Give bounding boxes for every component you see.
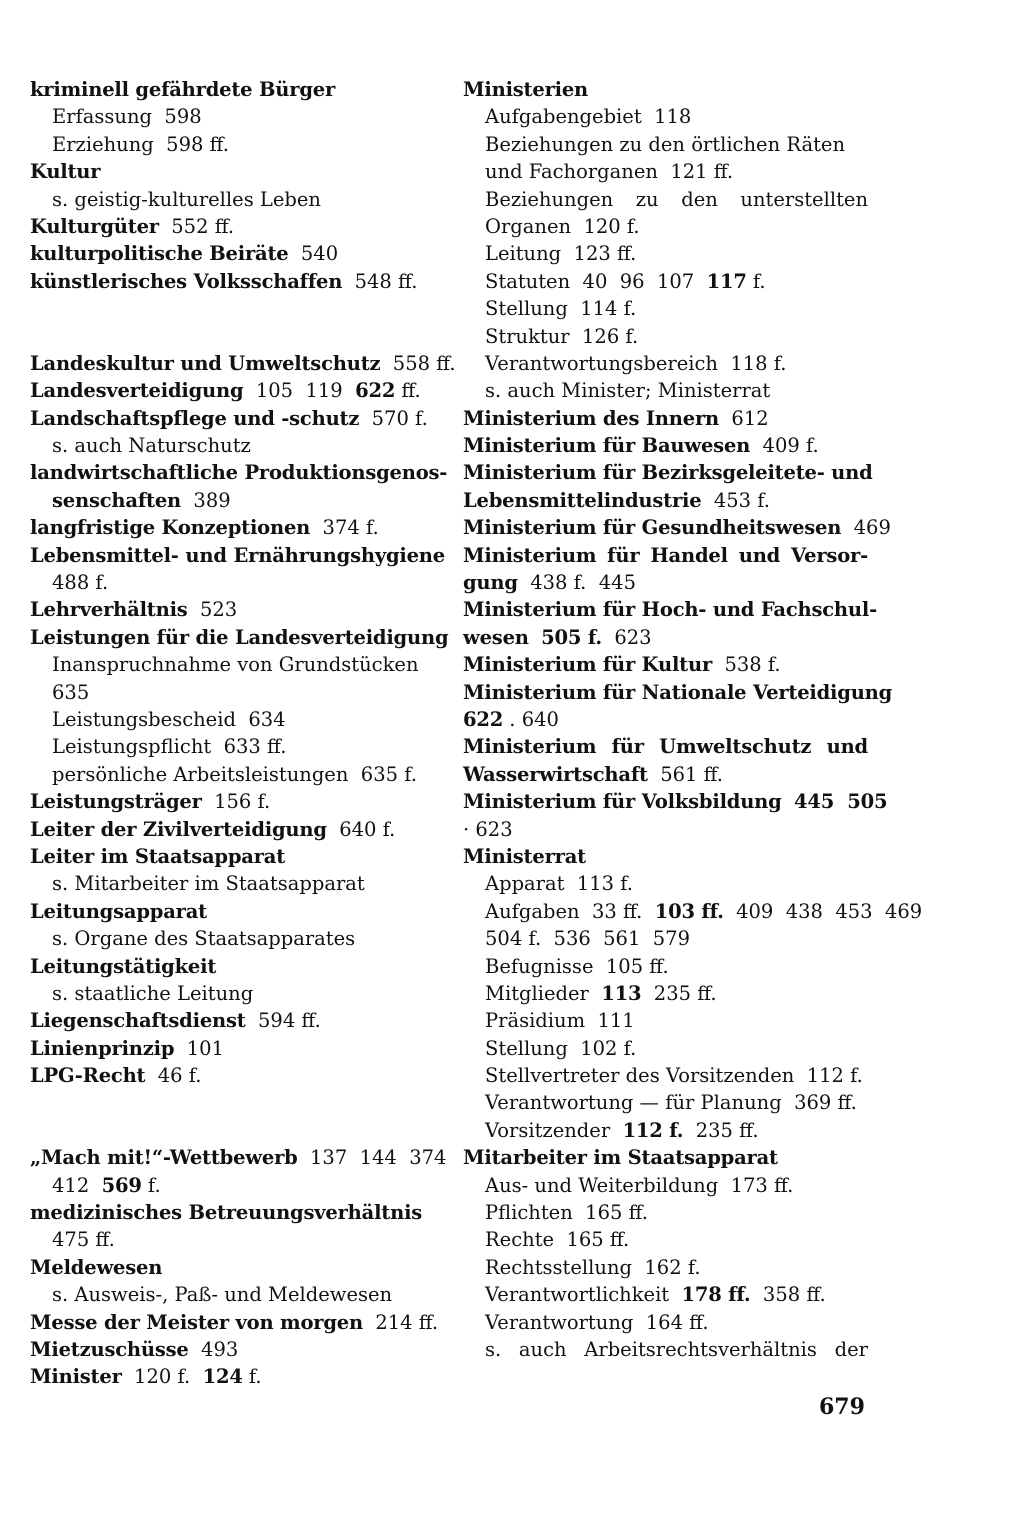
index-subentry bbox=[463, 1254, 868, 1281]
index-term: Ministerium für Nationale Verteidigung bbox=[463, 680, 893, 704]
index-pages: Verantwortungsbereich 118 f. bbox=[485, 351, 787, 375]
index-term: Ministerium für Bezirksgeleitete- und bbox=[463, 461, 873, 485]
index-entry bbox=[30, 405, 445, 432]
index-entry bbox=[463, 706, 868, 733]
index-entry bbox=[30, 1035, 445, 1062]
index-pages bbox=[782, 790, 794, 813]
section-gap bbox=[30, 1089, 445, 1116]
index-entry bbox=[30, 1062, 445, 1089]
index-pages: 540 bbox=[288, 242, 339, 266]
index-entry bbox=[463, 405, 868, 432]
index-entry bbox=[30, 76, 445, 103]
index-pages: Stellung 102 f. bbox=[485, 1036, 637, 1060]
index-pages: 552 ff. bbox=[158, 214, 235, 238]
index-pages: 561 ff. bbox=[647, 762, 723, 786]
index-subentry bbox=[463, 1172, 868, 1199]
index-pages-suffix: 623 bbox=[601, 625, 652, 649]
index-pages: Verantwortlichkeit bbox=[485, 1283, 682, 1307]
section-gap bbox=[30, 323, 445, 350]
index-subentry bbox=[463, 1117, 868, 1144]
index-pages-suffix: f. bbox=[141, 1173, 161, 1197]
index-term: Ministerien bbox=[463, 78, 589, 101]
index-entry bbox=[30, 542, 445, 569]
index-subentry bbox=[30, 103, 445, 130]
index-pages: 475 ff. bbox=[52, 1228, 115, 1252]
index-subentry bbox=[463, 1199, 868, 1226]
index-term: Wasserwirtschaft bbox=[463, 762, 648, 786]
index-subentry bbox=[30, 1226, 445, 1253]
index-subentry bbox=[30, 733, 445, 760]
index-term: Leitungsapparat bbox=[30, 899, 207, 923]
index-pages: Mitglieder bbox=[485, 981, 602, 1005]
index-subentry bbox=[463, 323, 868, 350]
index-subentry bbox=[463, 377, 868, 404]
index-main-page: 124 bbox=[202, 1365, 243, 1389]
index-pages: 493 bbox=[188, 1337, 239, 1361]
index-pages: Stellung 114 f. bbox=[485, 297, 637, 321]
index-term: Ministerium des Innern bbox=[463, 406, 719, 430]
index-entry bbox=[463, 542, 868, 569]
index-entry bbox=[463, 843, 868, 870]
index-subentry bbox=[30, 980, 445, 1007]
index-term: Lehrverhältnis bbox=[30, 598, 188, 622]
index-pages: Präsidium 111 bbox=[485, 1009, 635, 1033]
index-subentry bbox=[30, 1172, 445, 1199]
index-term: gung bbox=[463, 571, 518, 595]
index-entry bbox=[30, 1309, 445, 1336]
index-subentry bbox=[30, 432, 445, 459]
index-pages: 570 f. bbox=[359, 406, 428, 430]
index-subentry bbox=[30, 706, 445, 733]
index-pages: Struktur 126 f. bbox=[485, 324, 639, 348]
index-main-page: 445 505 bbox=[794, 790, 888, 814]
index-subentry bbox=[463, 1309, 868, 1336]
index-entry bbox=[463, 651, 868, 678]
index-term: Linienprinzip bbox=[30, 1036, 175, 1060]
index-pages: Aufgaben 33 ff. bbox=[485, 899, 655, 923]
index-subentry bbox=[30, 131, 445, 158]
index-term: Ministerium für Handel und Versor- bbox=[463, 543, 868, 567]
index-subentry bbox=[463, 1062, 868, 1089]
index-pages: 635 bbox=[52, 680, 90, 704]
index-main-page: 622 bbox=[355, 379, 396, 403]
index-pages: 438 f. 445 bbox=[517, 571, 636, 595]
index-subentry bbox=[463, 898, 923, 925]
index-term: Mitarbeiter im Staatsapparat bbox=[463, 1146, 778, 1170]
index-pages: s. auch Arbeitsrechtsverhältnis der bbox=[485, 1337, 868, 1361]
index-pages: 46 f. bbox=[145, 1064, 202, 1088]
index-entry bbox=[30, 1336, 445, 1363]
index-subentry bbox=[463, 350, 868, 377]
index-subentry bbox=[30, 870, 445, 897]
index-term: wesen bbox=[463, 625, 529, 649]
section-gap bbox=[30, 295, 445, 322]
index-pages: Leistungsbescheid 634 bbox=[52, 707, 286, 731]
index-term: Ministerium für Gesundheitswesen bbox=[463, 516, 842, 540]
index-pages: 453 f. bbox=[701, 488, 771, 512]
index-pages: Erziehung 598 ff. bbox=[52, 132, 229, 156]
index-pages: Aus- und Weiterbildung 173 ff. bbox=[485, 1173, 794, 1197]
index-subentry bbox=[30, 679, 445, 706]
index-entry bbox=[30, 268, 445, 295]
index-term: senschaften bbox=[52, 488, 182, 512]
index-term: Leiter der Zivilverteidigung bbox=[30, 817, 327, 841]
index-subentry bbox=[463, 1336, 868, 1363]
index-pages: 504 f. 536 561 579 bbox=[485, 927, 690, 951]
index-term: „Mach mit!“-Wettbewerb bbox=[30, 1146, 298, 1170]
index-subentry bbox=[463, 1089, 868, 1116]
index-subentry bbox=[463, 1007, 868, 1034]
index-pages: Vorsitzender bbox=[485, 1118, 623, 1142]
index-pages: 374 f. bbox=[310, 516, 379, 540]
index-pages: Organen 120 f. bbox=[485, 214, 640, 238]
index-subentry bbox=[463, 240, 868, 267]
index-subentry bbox=[463, 213, 868, 240]
index-subentry bbox=[463, 870, 868, 897]
index-subentry bbox=[30, 651, 445, 678]
index-subentry bbox=[30, 569, 445, 596]
index-main-page: 505 f. bbox=[541, 625, 602, 649]
index-pages-suffix: 358 ff. bbox=[750, 1283, 826, 1307]
index-pages-suffix: 235 ff. bbox=[683, 1118, 759, 1142]
index-pages: Beziehungen zu den örtlichen Räten bbox=[485, 132, 846, 156]
index-entry bbox=[463, 761, 868, 788]
index-pages: 548 ff. bbox=[342, 269, 418, 293]
index-pages: Rechte 165 ff. bbox=[485, 1228, 630, 1252]
index-pages: 538 f. bbox=[712, 653, 781, 677]
index-entry bbox=[30, 596, 445, 623]
index-pages: s. staatliche Leitung bbox=[52, 981, 254, 1005]
index-term: landwirtschaftliche Produktionsgenos- bbox=[30, 461, 448, 485]
index-pages: 488 f. bbox=[52, 571, 109, 595]
index-term: Lebensmittelindustrie bbox=[463, 488, 702, 512]
index-term: Ministerium für Kultur bbox=[463, 653, 713, 677]
index-pages: s. auch Minister; Ministerrat bbox=[485, 379, 771, 403]
index-term: Kultur bbox=[30, 160, 101, 184]
index-pages-suffix: 409 438 453 469 bbox=[723, 899, 923, 923]
index-entry bbox=[463, 679, 893, 706]
index-pages bbox=[529, 626, 541, 649]
index-subentry bbox=[30, 925, 445, 952]
index-pages: und Fachorganen 121 ff. bbox=[485, 160, 734, 184]
index-term: Landschaftspflege und -schutz bbox=[30, 406, 360, 430]
index-subentry bbox=[463, 980, 868, 1007]
index-entry bbox=[463, 596, 877, 623]
index-entry bbox=[30, 514, 445, 541]
index-entry bbox=[463, 1144, 868, 1171]
index-subentry bbox=[463, 1035, 868, 1062]
index-pages: Stellvertreter des Vorsitzenden 112 f. bbox=[485, 1064, 863, 1088]
index-pages: · 623 bbox=[463, 817, 513, 841]
index-term: Mietzuschüsse bbox=[30, 1337, 189, 1361]
index-entry bbox=[463, 733, 868, 760]
index-pages: Verantwortung 164 ff. bbox=[485, 1310, 709, 1334]
index-entry bbox=[463, 487, 868, 514]
index-pages-suffix: f. bbox=[242, 1365, 262, 1389]
index-term: 622 bbox=[463, 707, 504, 731]
index-entry bbox=[463, 76, 868, 103]
index-subentry bbox=[463, 1226, 868, 1253]
index-pages: Inanspruchnahme von Grundstücken bbox=[52, 653, 419, 677]
index-pages: Leistungspflicht 633 ff. bbox=[52, 735, 287, 759]
index-pages: 558 ff. bbox=[380, 351, 456, 375]
index-subentry bbox=[30, 761, 445, 788]
index-entry bbox=[30, 158, 445, 185]
index-term: Leiter im Staatsapparat bbox=[30, 844, 286, 868]
index-entry bbox=[30, 898, 445, 925]
index-subentry bbox=[30, 1281, 445, 1308]
index-term: langfristige Konzeptionen bbox=[30, 516, 311, 540]
index-main-page: 178 ff. bbox=[681, 1283, 751, 1307]
index-column-left bbox=[30, 76, 456, 1391]
index-term: Ministerium für Hoch- und Fachschul- bbox=[463, 598, 877, 622]
index-subentry bbox=[30, 186, 445, 213]
index-term: Leistungsträger bbox=[30, 790, 202, 814]
index-term: kulturpolitische Beiräte bbox=[30, 242, 289, 266]
index-pages: s. auch Naturschutz bbox=[52, 434, 251, 458]
index-entry bbox=[30, 788, 445, 815]
index-pages: 612 bbox=[719, 406, 769, 430]
index-term: LPG-Recht bbox=[30, 1064, 146, 1088]
index-pages: Aufgabengebiet 118 bbox=[485, 105, 692, 129]
index-pages: Rechtsstellung 162 f. bbox=[485, 1255, 701, 1279]
page-number: 679 bbox=[819, 1394, 865, 1420]
index-subentry bbox=[463, 103, 868, 130]
index-entry bbox=[30, 1254, 445, 1281]
index-pages-suffix: 235 ff. bbox=[641, 981, 717, 1005]
index-main-page: 117 bbox=[706, 269, 747, 293]
index-pages: s. Organe des Staatsapparates bbox=[52, 927, 356, 951]
index-main-page: 112 f. bbox=[622, 1118, 684, 1142]
index-term: Leitungstätigkeit bbox=[30, 954, 217, 978]
index-pages: 156 f. bbox=[201, 790, 271, 814]
index-pages: 101 bbox=[174, 1036, 224, 1060]
index-entry bbox=[463, 816, 868, 843]
index-entry bbox=[30, 459, 448, 486]
index-entry bbox=[463, 788, 888, 815]
index-entry bbox=[30, 624, 449, 651]
index-entry bbox=[30, 350, 456, 377]
index-term: medizinisches Betreuungsverhältnis bbox=[30, 1201, 423, 1225]
index-subentry bbox=[463, 268, 868, 295]
index-entry bbox=[463, 514, 891, 541]
index-entry bbox=[30, 1007, 445, 1034]
index-pages: s. Mitarbeiter im Staatsapparat bbox=[52, 872, 365, 896]
index-entry bbox=[30, 377, 445, 404]
index-term: Leistungen für die Landesverteidigung bbox=[30, 625, 449, 649]
index-term: Ministerrat bbox=[463, 844, 586, 868]
index-pages: Beziehungen zu den unterstellten bbox=[485, 187, 868, 211]
index-term: Liegenschaftsdienst bbox=[30, 1009, 246, 1033]
index-pages: Befugnisse 105 ff. bbox=[485, 954, 669, 978]
index-term: Ministerium für Bauwesen bbox=[463, 434, 751, 458]
index-pages: 120 f. bbox=[121, 1365, 203, 1389]
index-subentry bbox=[463, 953, 868, 980]
index-pages: 214 ff. bbox=[362, 1310, 439, 1334]
index-term: künstlerisches Volksschaffen bbox=[30, 269, 343, 293]
index-entry bbox=[463, 624, 868, 651]
index-pages: Apparat 113 f. bbox=[485, 872, 633, 896]
index-pages: persönliche Arbeitsleistungen 635 f. bbox=[52, 762, 417, 786]
index-entry bbox=[30, 213, 445, 240]
index-entry bbox=[30, 1144, 445, 1171]
index-term: Lebensmittel- und Ernährungshygiene bbox=[30, 543, 445, 567]
index-subentry bbox=[463, 925, 868, 952]
index-pages: 523 bbox=[187, 598, 238, 622]
index-pages: 105 119 bbox=[243, 379, 356, 403]
index-entry bbox=[30, 816, 445, 843]
index-pages: 412 bbox=[52, 1173, 102, 1197]
index-main-page: 113 bbox=[601, 981, 642, 1005]
index-entry bbox=[463, 569, 868, 596]
index-pages: . 640 bbox=[503, 707, 559, 731]
index-term: Landesverteidigung bbox=[30, 379, 244, 403]
index-subentry bbox=[463, 186, 868, 213]
index-column-right bbox=[463, 76, 923, 1363]
index-entry bbox=[463, 459, 873, 486]
index-entry bbox=[30, 1199, 445, 1226]
index-term: kriminell gefährdete Bürger bbox=[30, 78, 336, 101]
index-subentry bbox=[463, 131, 868, 158]
index-entry bbox=[30, 1363, 445, 1390]
index-main-page: 569 bbox=[101, 1173, 142, 1197]
index-pages: 469 bbox=[841, 516, 891, 540]
index-pages: 389 bbox=[181, 488, 231, 512]
index-entry bbox=[30, 953, 445, 980]
index-pages-suffix: f. bbox=[746, 269, 766, 293]
index-term: Messe der Meister von morgen bbox=[30, 1310, 363, 1334]
index-term: Landeskultur und Umweltschutz bbox=[30, 351, 381, 375]
index-pages: s. Ausweis-, Paß- und Meldewesen bbox=[52, 1283, 393, 1307]
index-pages: Pflichten 165 ff. bbox=[485, 1201, 648, 1225]
index-term: Ministerium für Volksbildung bbox=[463, 790, 782, 814]
index-pages: s. geistig-kulturelles Leben bbox=[52, 187, 321, 211]
index-subentry bbox=[463, 158, 868, 185]
index-pages: Erfassung 598 bbox=[52, 105, 202, 129]
index-subentry bbox=[463, 295, 868, 322]
index-subentry bbox=[463, 1281, 868, 1308]
index-main-page: 103 ff. bbox=[654, 899, 724, 923]
index-pages: Leitung 123 ff. bbox=[485, 242, 637, 266]
index-pages: 137 144 374 bbox=[297, 1146, 447, 1170]
index-entry bbox=[30, 240, 445, 267]
index-pages: 409 f. bbox=[750, 434, 819, 458]
index-subentry bbox=[30, 487, 445, 514]
index-pages: Verantwortung — für Planung 369 ff. bbox=[485, 1091, 857, 1115]
section-gap bbox=[30, 1117, 445, 1144]
index-term: Kulturgüter bbox=[30, 214, 159, 238]
index-entry bbox=[30, 843, 445, 870]
index-pages: 594 ff. bbox=[245, 1009, 321, 1033]
index-term: Meldewesen bbox=[30, 1255, 163, 1279]
index-pages-suffix: ff. bbox=[395, 379, 421, 403]
index-pages: Statuten 40 96 107 bbox=[485, 269, 707, 293]
index-entry bbox=[463, 432, 868, 459]
index-term: Ministerium für Umweltschutz und bbox=[463, 735, 868, 759]
index-term: Minister bbox=[30, 1365, 122, 1389]
index-pages: 640 f. bbox=[326, 817, 396, 841]
